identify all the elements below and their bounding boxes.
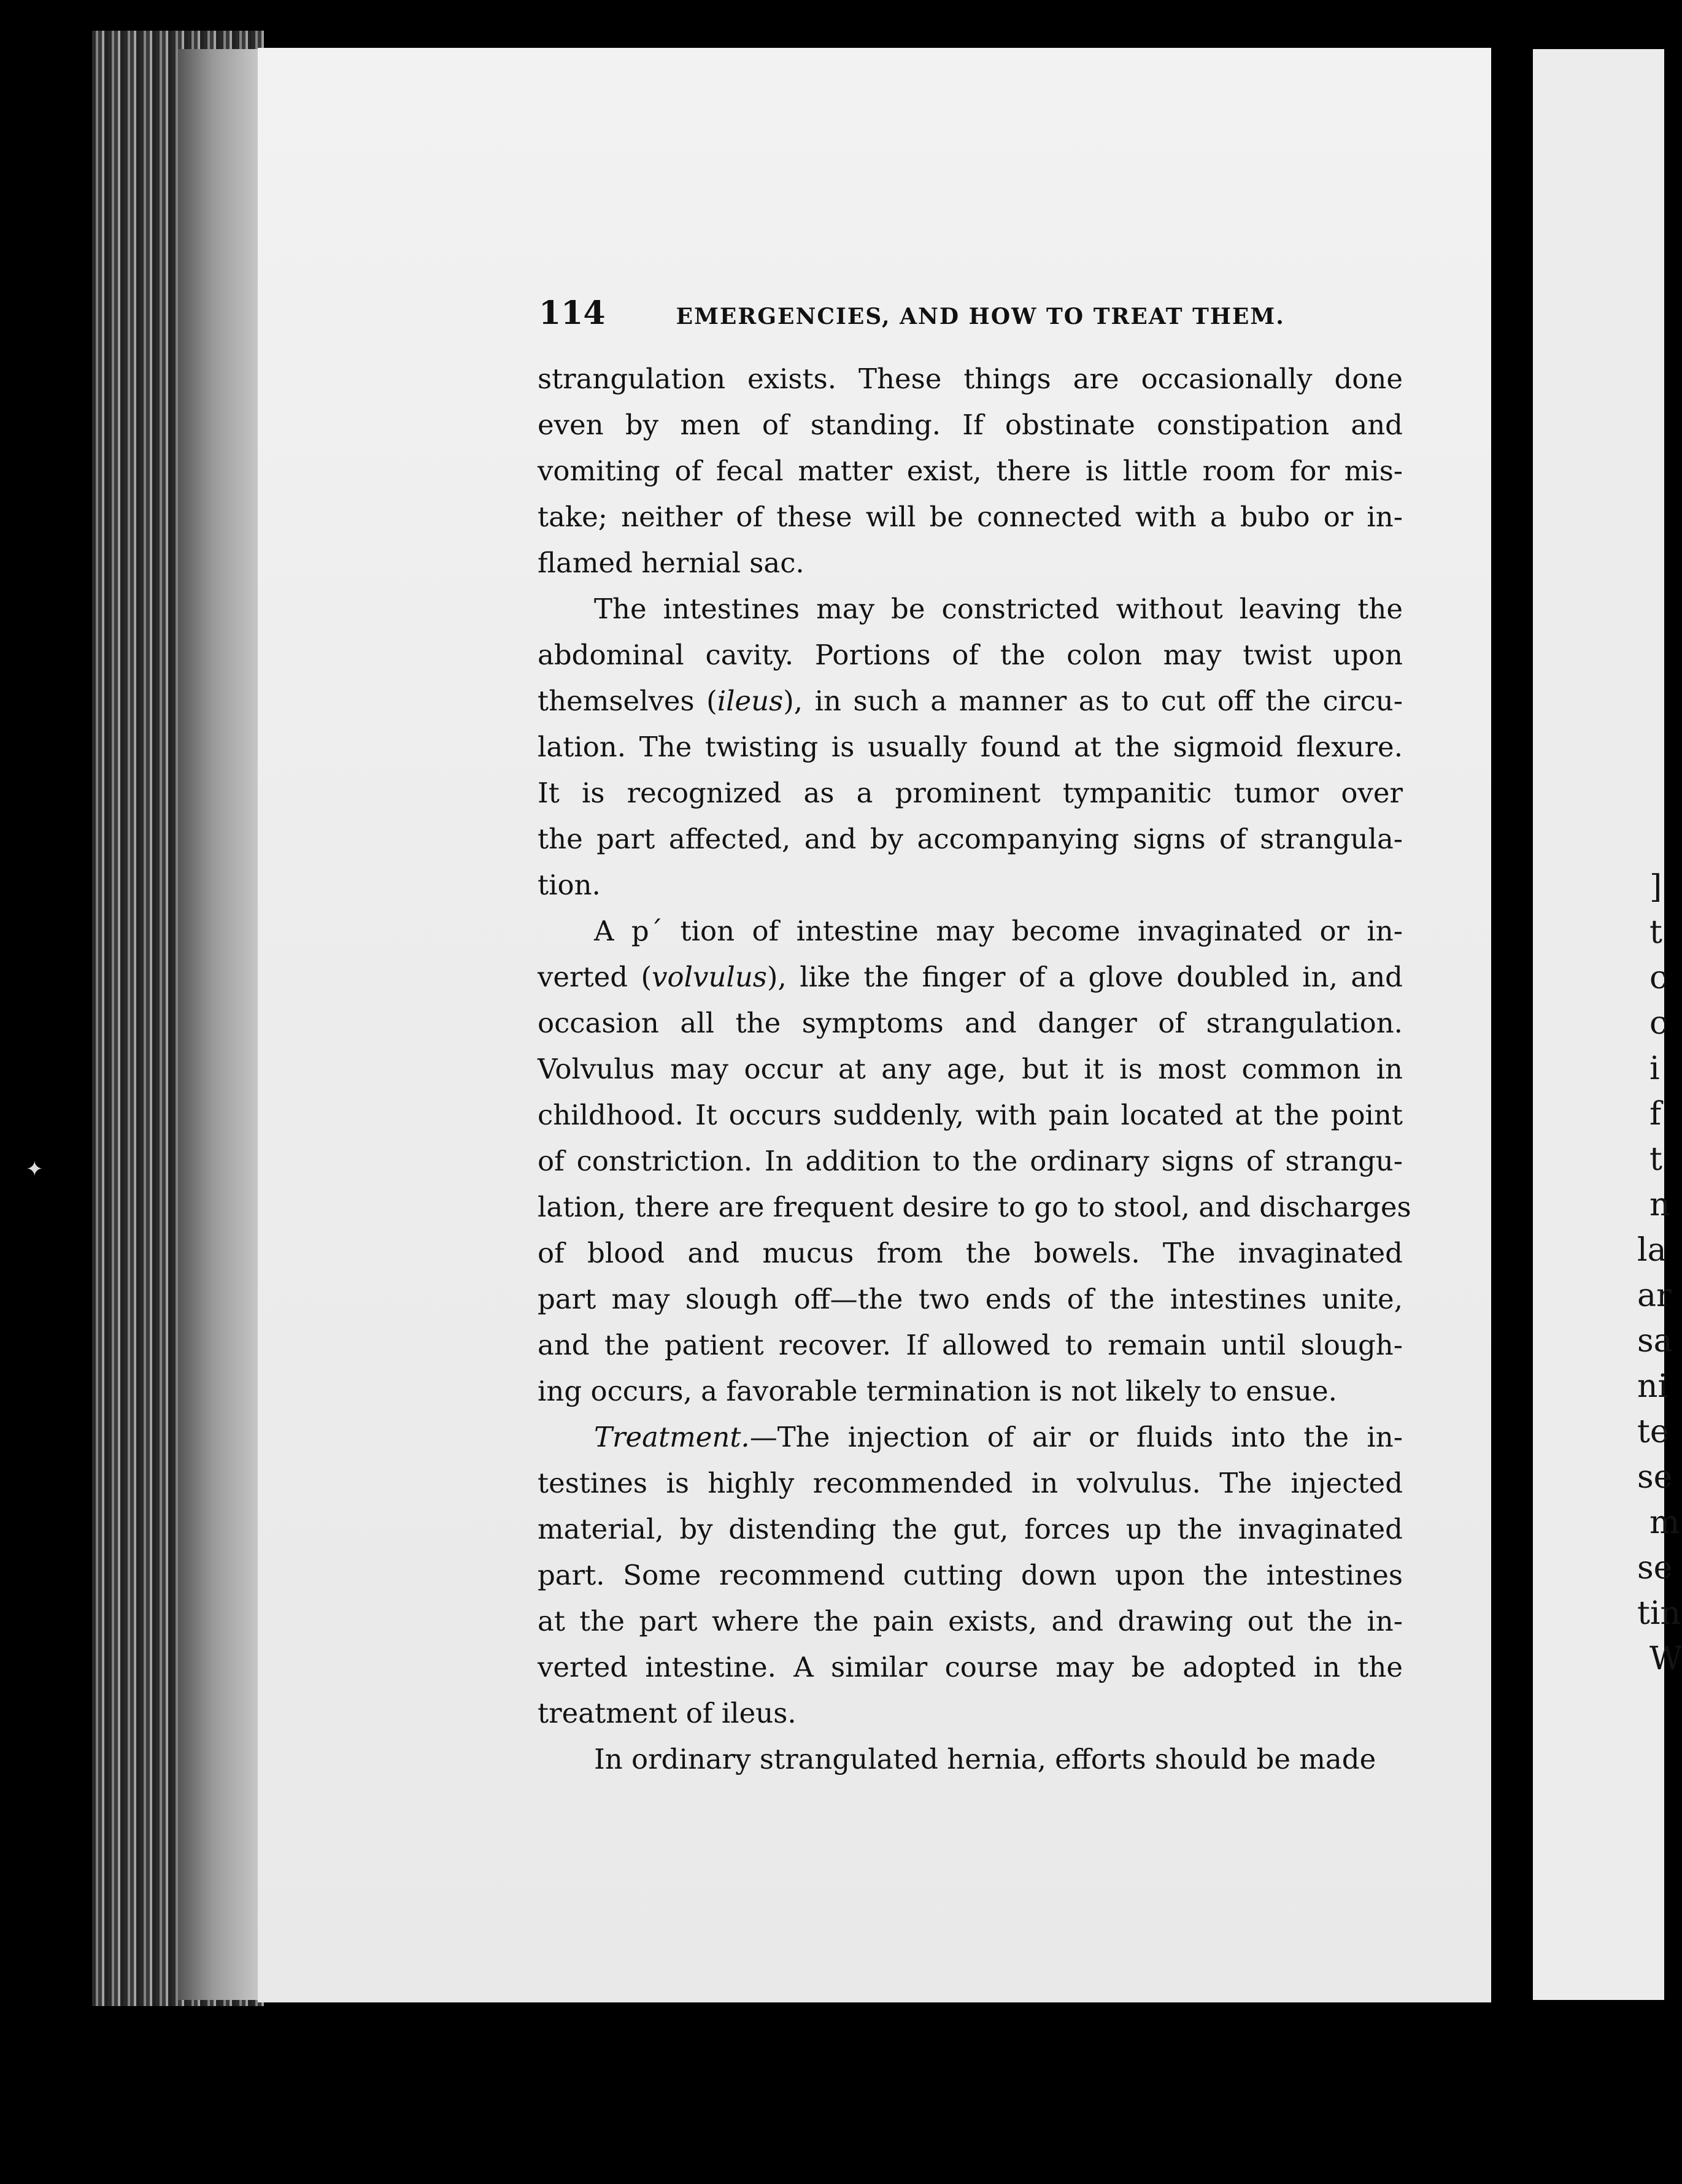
text-line: the part affected, and by accompanying signs of strangula- [538,823,1403,855]
next-page-fragment: W [1649,1640,1682,1677]
next-page-fragment: se [1637,1459,1673,1496]
text-line: part. Some recommend cutting down upon the intestines [538,1559,1403,1591]
page-number: 114 [539,294,606,332]
text-line: of blood and mucus from the bowels. The invaginated [538,1237,1403,1269]
text-line: of constriction. In addition to the ordinary signs of strangu- [538,1145,1403,1177]
next-page-fragment: se [1637,1550,1673,1586]
text-line: take; neither of these will be connected with a bubo or in- [538,501,1403,533]
paragraph [538,908,1411,1414]
text-line: tion. [538,869,601,901]
paragraph [538,356,1403,586]
text-line: It is recognized as a prominent tympanitic tumor over [538,777,1403,809]
adjacent-page-sliver [1533,49,1682,2000]
text-line: strangulation exists. These things are occasionally done [538,363,1403,395]
body-text [538,356,1411,1782]
running-title: EMERGENCIES, AND HOW TO TREAT THEM. [676,304,1285,329]
running-header [539,294,1398,332]
text-line: The intestines may be constricted without leaving the [594,593,1403,625]
text-line: abdominal cavity. Portions of the colon may twist upon [538,639,1403,671]
text-line: ing occurs, a favorable termination is not likely to ensue. [538,1375,1337,1407]
next-page-fragment: c [1649,1005,1668,1042]
next-page-fragment: n [1649,1186,1670,1223]
text-line: A p´ tion of intestine may become invaginated or in- [594,915,1403,947]
paragraph [538,1414,1403,1736]
next-page-fragment: ar [1637,1277,1672,1314]
text-line: Volvulus may occur at any age, but it is most common in [538,1053,1403,1085]
text-line: and the patient recover. If allowed to remain until slough- [538,1329,1403,1361]
text-line: vomiting of fecal matter exist, there is little room for mis- [538,455,1403,487]
next-page-fragment: tin [1637,1595,1681,1632]
next-page-fragment: ] [1649,869,1662,906]
text-line: part may slough off—the two ends of the intestines unite, [538,1283,1403,1315]
next-page-fragment: ni [1637,1368,1668,1405]
text-line: In ordinary strangulated hernia, efforts should be made [594,1743,1376,1775]
text-line: Treatment.—The injection of air or fluids into the in- [594,1421,1403,1453]
text-line: even by men of standing. If obstinate constipation and [538,409,1403,441]
text-line: at the part where the pain exists, and drawing out the in- [538,1605,1403,1637]
next-page-fragment: te [1637,1413,1669,1450]
paragraph [538,1736,1403,1782]
text-line: treatment of ileus. [538,1697,797,1729]
text-line: themselves (ileus), in such a manner as to cut off the circu- [538,685,1403,717]
next-page-fragment: t [1649,1141,1662,1178]
scan-artifact-icon: ✦ [26,1157,44,1182]
next-page-fragment: m [1649,1504,1680,1541]
next-page-fragment: f [1649,1096,1662,1132]
text-line: lation. The twisting is usually found at the sigmoid flexure. [538,731,1403,763]
text-line: verted (volvulus), like the finger of a glove doubled in, and [538,961,1403,993]
text-line: occasion all the symptoms and danger of strangulation. [538,1007,1403,1039]
next-page-fragment: i [1649,1050,1660,1087]
book-gutter-shadow [178,49,264,2000]
next-page-fragment: t [1649,914,1662,951]
text-line: verted intestine. A similar course may be adopted in the [538,1651,1403,1683]
next-page-fragment: c [1649,959,1668,996]
text-line: lation, there are frequent desire to go to stool, and discharges [538,1191,1411,1223]
next-page-fragment: sa [1637,1323,1673,1359]
text-line: testines is highly recommended in volvulus. The injected [538,1467,1403,1499]
text-line: material, by distending the gut, forces up the invaginated [538,1513,1403,1545]
paragraph [538,586,1403,908]
text-line: childhood. It occurs suddenly, with pain located at the point [538,1099,1403,1131]
text-line: flamed hernial sac. [538,547,804,579]
next-page-fragment: la [1637,1232,1667,1269]
